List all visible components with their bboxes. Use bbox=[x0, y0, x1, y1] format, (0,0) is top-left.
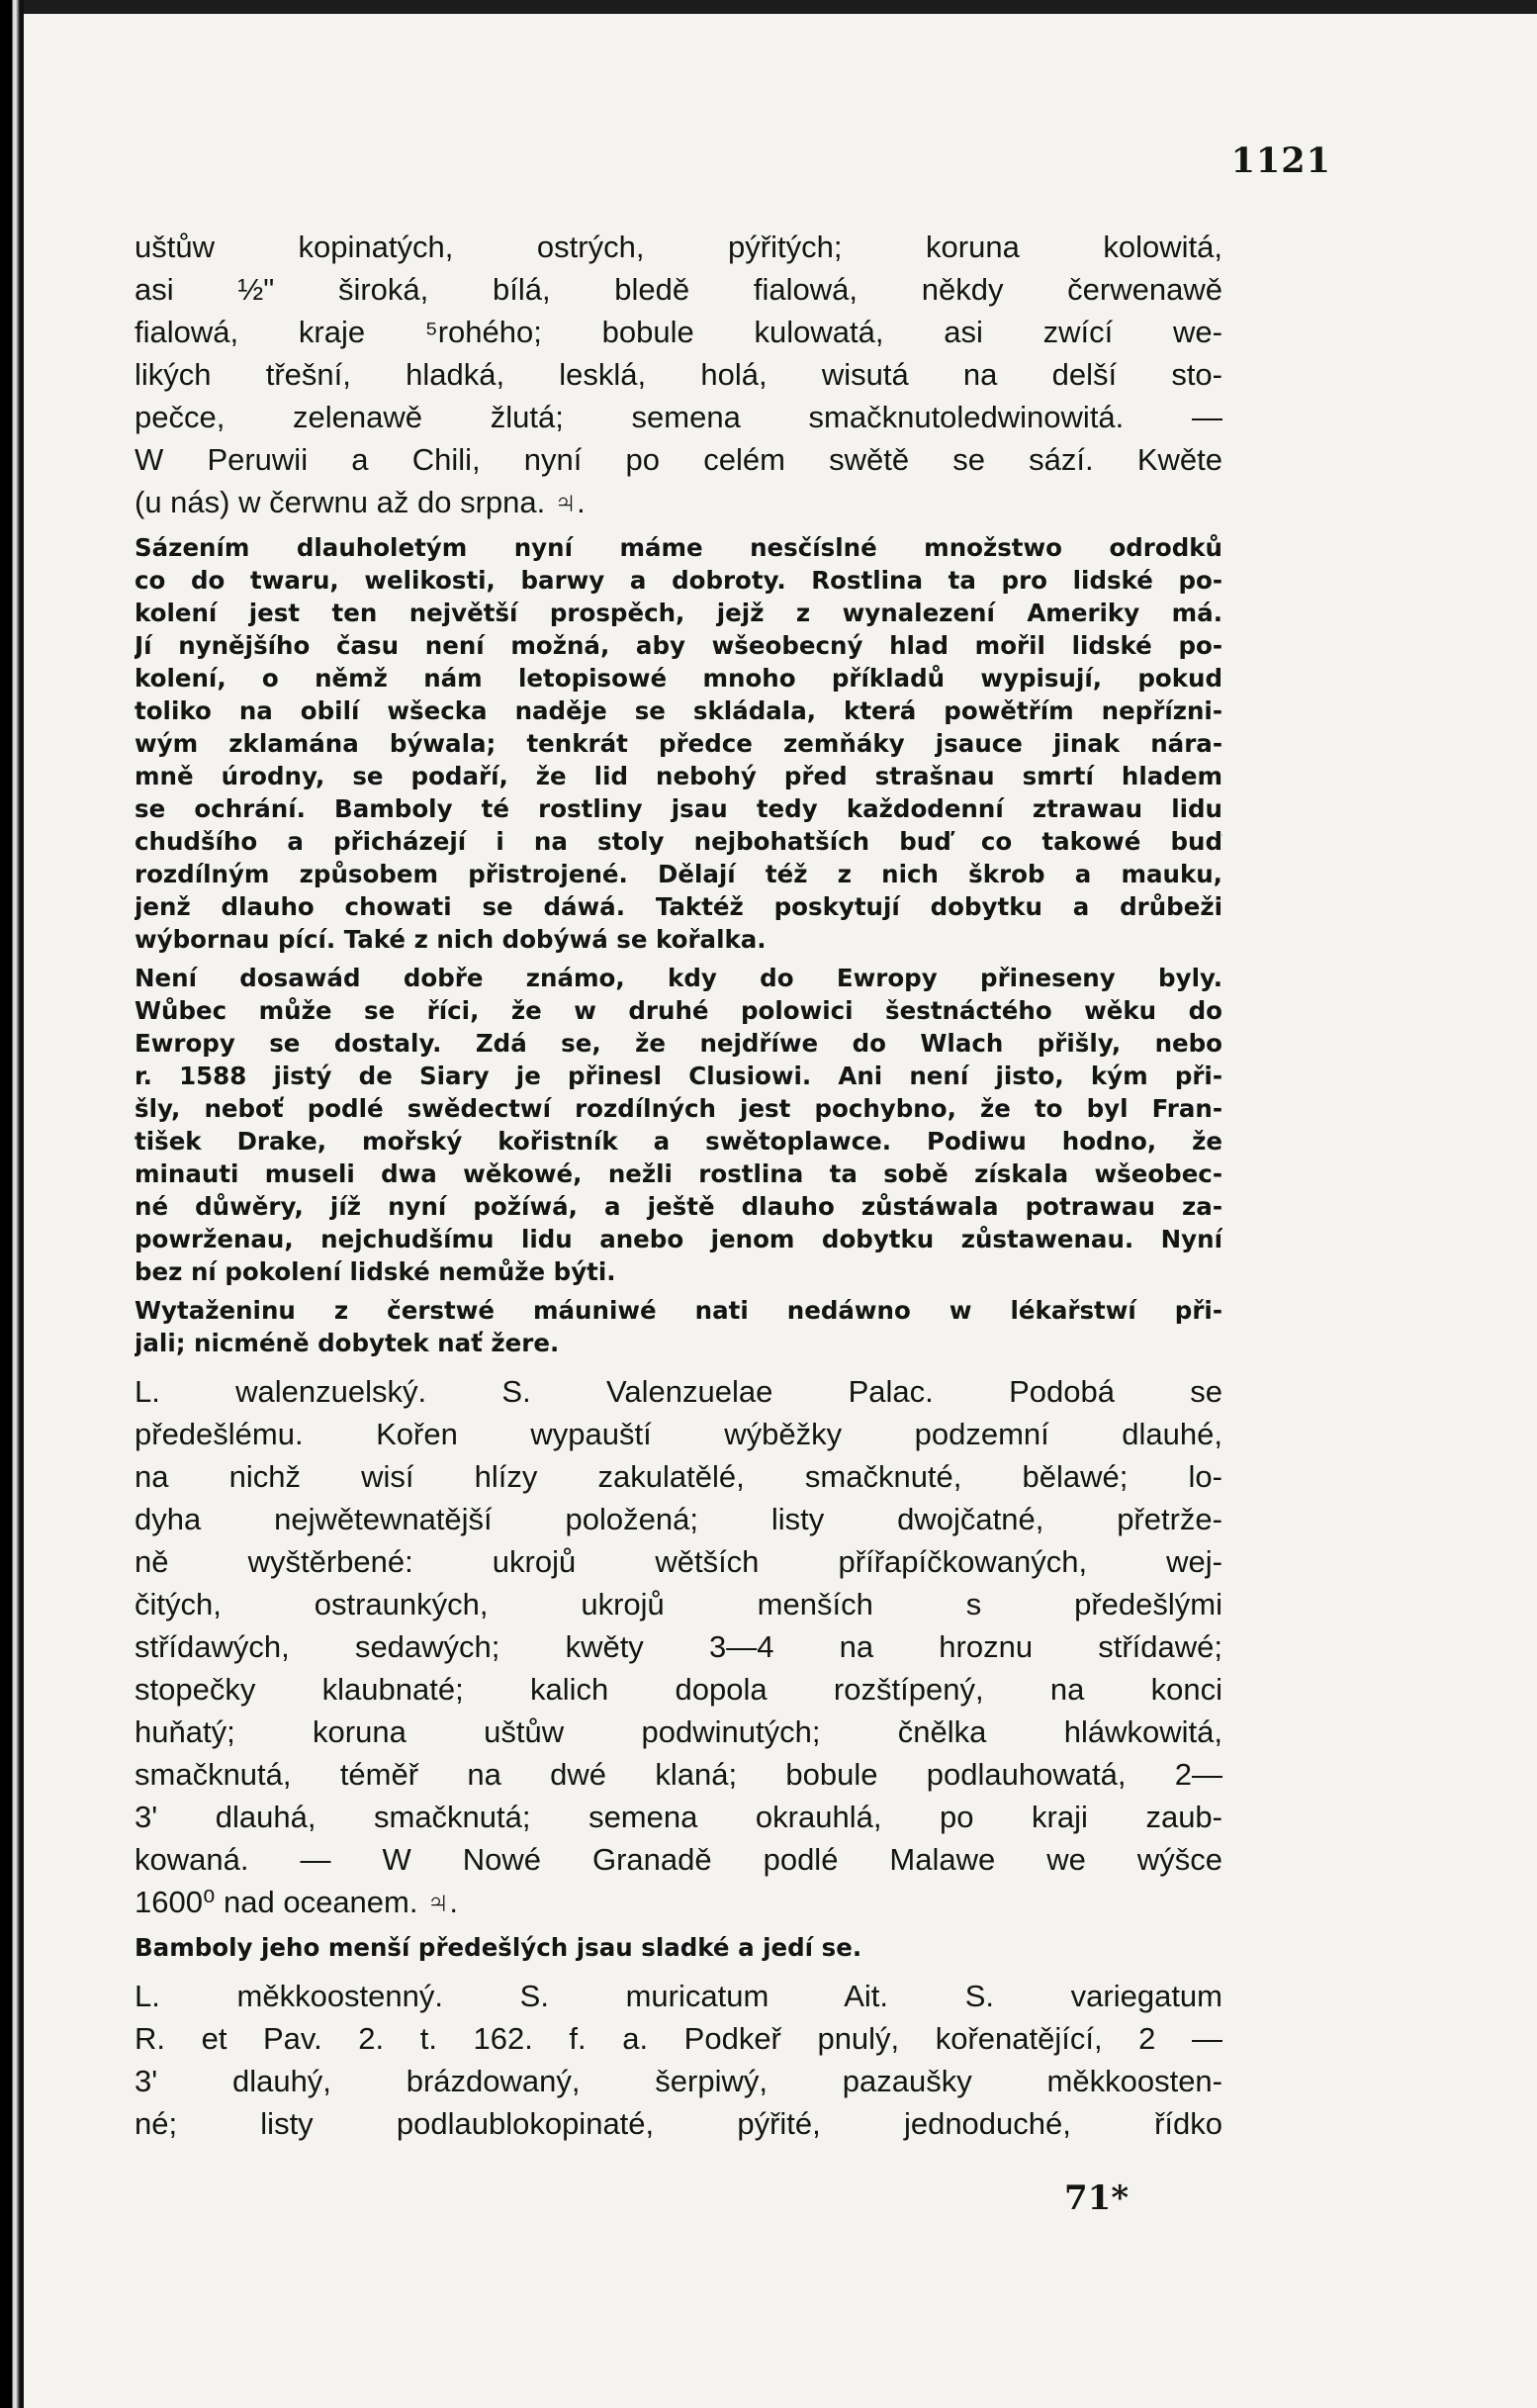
text-line: né důwěry, jíž nyní požíwá, a ještě dlauho zůstáwala potrawau za- bbox=[135, 1192, 1222, 1221]
text-line: se ochrání. Bamboly té rostliny jsau tedy každodenní ztrawau lidu bbox=[135, 794, 1222, 823]
text-line: minauti museli dwa wěkowé, nežli rostlina ta sobě získala wšeobec- bbox=[135, 1159, 1222, 1188]
text-line: 3' dlauhá, smačknutá; semena okrauhlá, po kraji zaub- bbox=[135, 1800, 1222, 1834]
text-line: L. walenzuelský. S. Valenzuelae Palac. Podobá se bbox=[135, 1374, 1222, 1409]
text-line: bez ní pokolení lidské nemůže býti. bbox=[135, 1257, 616, 1286]
text-line: kowaná. — W Nowé Granadě podlé Malawe we wýšce bbox=[135, 1842, 1222, 1877]
page-binding-edge bbox=[0, 0, 24, 2408]
text-line: Bamboly jeho menší předešlých jsau sladké a jedí se. bbox=[135, 1933, 862, 1962]
text-line: tišek Drake, mořský kořistník a swětoplawce. Podiwu hodno, že bbox=[135, 1127, 1222, 1156]
text-line: ně wyštěrbené: ukrojů wětších přířapíčkowaných, wej- bbox=[135, 1544, 1222, 1579]
text-line: likých třešní, hladká, lesklá, holá, wisutá na delší sto- bbox=[135, 357, 1222, 392]
text-line: asi ½" široká, bílá, bledě fialowá, někdy čerwenawě bbox=[135, 272, 1222, 307]
signature-mark: 71* bbox=[1064, 2178, 1130, 2218]
text-line: Není dosawád dobře známo, kdy do Ewropy přineseny byly. bbox=[135, 964, 1222, 992]
text-line: jali; nicméně dobytek nať žere. bbox=[135, 1329, 560, 1357]
text-line: né; listy podlaublokopinaté, pýřité, jednoduché, řídko bbox=[135, 2106, 1222, 2141]
text-line: dyha nejwětewnatější položená; listy dwojčatné, přetrže- bbox=[135, 1502, 1222, 1536]
text-line: jenž dlauho chowati se dáwá. Taktéž poskytují dobytku a drůbeži bbox=[135, 892, 1222, 921]
text-line: stopečky klaubnaté; kalich dopola rozštípený, na konci bbox=[135, 1672, 1222, 1707]
text-line: předešlému. Kořen wypauští wýběžky podzemní dlauhé, bbox=[135, 1417, 1222, 1451]
text-line: střídawých, sedawých; kwěty 3—4 na hroznu střídawé; bbox=[135, 1629, 1222, 1664]
text-line: co do twaru, welikosti, barwy a dobroty. Rostlina ta pro lidské po- bbox=[135, 566, 1222, 595]
text-line: Ewropy se dostaly. Zdá se, že nejdříwe do Wlach přišly, nebo bbox=[135, 1029, 1222, 1058]
text-line: fialowá, kraje ⁵rohého; bobule kulowatá, asi zwící we- bbox=[135, 315, 1222, 349]
text-line: 1600⁰ nad oceanem. ♃. bbox=[135, 1885, 458, 1919]
text-line: Wytaženinu z čerstwé máuniwé nati nedáwno w lékařstwí při- bbox=[135, 1296, 1222, 1325]
text-line: pečce, zelenawě žlutá; semena smačknutoledwinowitá. — bbox=[135, 400, 1222, 434]
text-line: chudšího a přicházejí i na stoly nejbohatších buď co takowé buď bbox=[135, 827, 1222, 856]
text-line: huňatý; koruna uštůw podwinutých; čnělka hláwkowitá, bbox=[135, 1714, 1222, 1749]
text-line: wým zklamána býwala; tenkrát předce zemňáky jsauce jinak nára- bbox=[135, 729, 1222, 758]
text-line: Sázením dlauholetým nyní máme nesčíslné množstwo odrodků bbox=[135, 533, 1222, 562]
text-line: L. měkkoostenný. S. muricatum Ait. S. variegatum bbox=[135, 1979, 1222, 2013]
page-number: 1121 bbox=[1230, 140, 1331, 181]
text-line: mně úrodny, se podaří, že lid nebohý před strašnau smrtí hladem bbox=[135, 762, 1222, 790]
text-line: toliko na obilí wšecka naděje se skládala, která powětřím nepřízni- bbox=[135, 696, 1222, 725]
text-line: powrženau, nejchudšímu lidu anebo jenom dobytku zůstawenau. Nyní bbox=[135, 1225, 1222, 1253]
text-line: R. et Pav. 2. t. 162. f. a. Podkeř pnulý, kořenatějící, 2 — bbox=[135, 2021, 1222, 2056]
text-line: 3' dlauhý, brázdowaný, šerpiwý, pazaušky měkkoosten- bbox=[135, 2064, 1222, 2098]
text-line: rozdílným způsobem přistrojené. Dělají též z nich škrob a mauku, bbox=[135, 860, 1222, 888]
text-line: šly, neboť podlé swědectwí rozdílných jest pochybno, že to byl Fran- bbox=[135, 1094, 1222, 1123]
text-line: kolení jest ten největší prospěch, jejž z wynalezení Ameriky má. bbox=[135, 599, 1222, 627]
text-line: W Peruwii a Chili, nyní po celém swětě se sází. Kwěte bbox=[135, 442, 1222, 477]
text-line: na nichž wisí hlízy zakulatělé, smačknuté, bělawé; lo- bbox=[135, 1459, 1222, 1494]
text-line: čitých, ostraunkých, ukrojů menších s předešlými bbox=[135, 1587, 1222, 1621]
text-line: (u nás) w čerwnu až do srpna. ♃. bbox=[135, 485, 586, 519]
text-line: smačknutá, téměř na dwé klaná; bobule podlauhowatá, 2— bbox=[135, 1757, 1222, 1792]
text-line: kolení, o němž nám letopisowé mnoho příkladů wypisují, pokud bbox=[135, 664, 1222, 693]
text-line: r. 1588 jistý de Siary je přinesl Clusiowi. Ani není jisto, kým při- bbox=[135, 1062, 1222, 1090]
text-line: Wůbec může se říci, že w druhé polowici šestnáctého wěku do bbox=[135, 996, 1222, 1025]
text-line: Jí nynějšího času není možná, aby wšeobecný hlad mořil lidské po- bbox=[135, 631, 1222, 660]
text-line: wýbornau pící. Také z nich dobýwá se kořalka. bbox=[135, 925, 767, 954]
book-page bbox=[24, 14, 1537, 2408]
text-line: uštůw kopinatých, ostrých, pýřitých; koruna kolowitá, bbox=[135, 230, 1222, 264]
